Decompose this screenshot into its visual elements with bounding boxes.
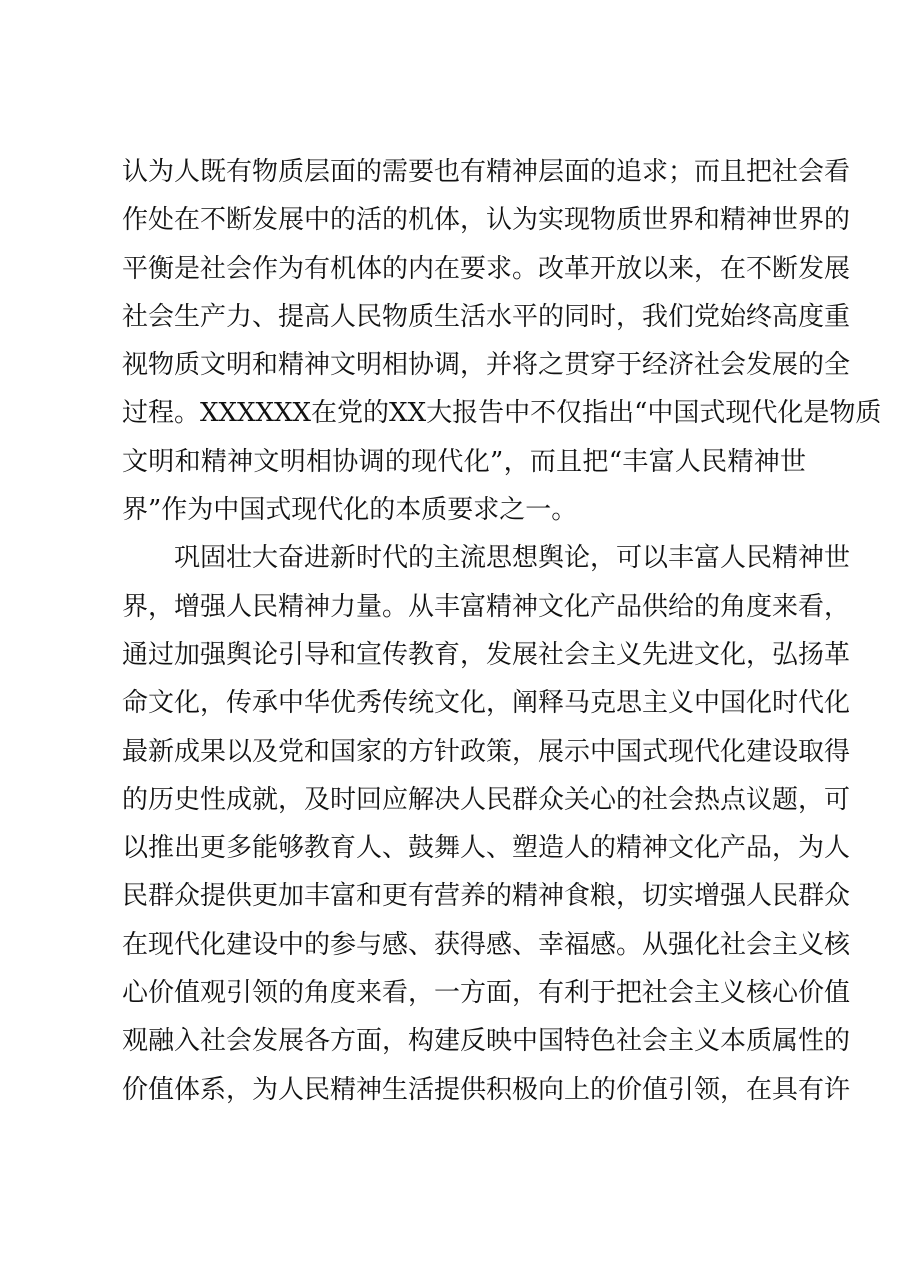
text-line: 认为人既有物质层面的需要也有精神层面的追求；而且把社会看: [122, 157, 851, 187]
text-line: 过程。XXXXXX在党的XX大报告中不仅指出“中国式现代化是物质: [122, 398, 882, 429]
text-line: 观融入社会发展各方面，构建反映中国特色社会主义本质属性的: [122, 1026, 851, 1057]
text-line: 界，增强人民精神力量。从丰富精神文化产品供给的角度来看，: [122, 591, 851, 622]
text-line: 心价值观引领的角度来看，一方面，有利于把社会主义核心价值: [122, 978, 851, 1009]
text-line: 通过加强舆论引导和宣传教育，发展社会主义先进文化，弘扬革: [122, 639, 851, 670]
text-line: 命文化，传承中华优秀传统文化，阐释马克思主义中国化时代化: [122, 688, 851, 719]
text-line: 的历史性成就，及时回应解决人民群众关心的社会热点议题，可: [122, 784, 851, 815]
text-line: 最新成果以及党和国家的方针政策，展示中国式现代化建设取得: [122, 736, 851, 767]
text-line: 平衡是社会作为有机体的内在要求。改革开放以来，在不断发展: [122, 253, 851, 284]
text-line: 社会生产力、提高人民物质生活水平的同时，我们党始终高度重: [122, 301, 851, 332]
text-line-paragraph-start: 巩固壮大奋进新时代的主流思想舆论，可以丰富人民精神世: [122, 543, 851, 574]
text-line: 在现代化建设中的参与感、获得感、幸福感。从强化社会主义核: [122, 929, 851, 960]
text-line: 作处在不断发展中的活的机体，认为实现物质世界和精神世界的: [122, 205, 851, 236]
text-line-paragraph-end: 界”作为中国式现代化的本质要求之一。: [122, 495, 578, 526]
text-line: 文明和精神文明相协调的现代化”，而且把“丰富人民精神世: [122, 446, 806, 477]
text-line: 以推出更多能够教育人、鼓舞人、塑造人的精神文化产品，为人: [122, 833, 851, 864]
text-line: 民群众提供更加丰富和更有营养的精神食粮，切实增强人民群众: [122, 881, 851, 912]
text-line: 视物质文明和精神文明相协调，并将之贯穿于经济社会发展的全: [122, 350, 851, 381]
text-line: 价值体系，为人民精神生活提供积极向上的价值引领，在具有许: [122, 1074, 851, 1105]
body-text: [122, 148, 882, 1114]
